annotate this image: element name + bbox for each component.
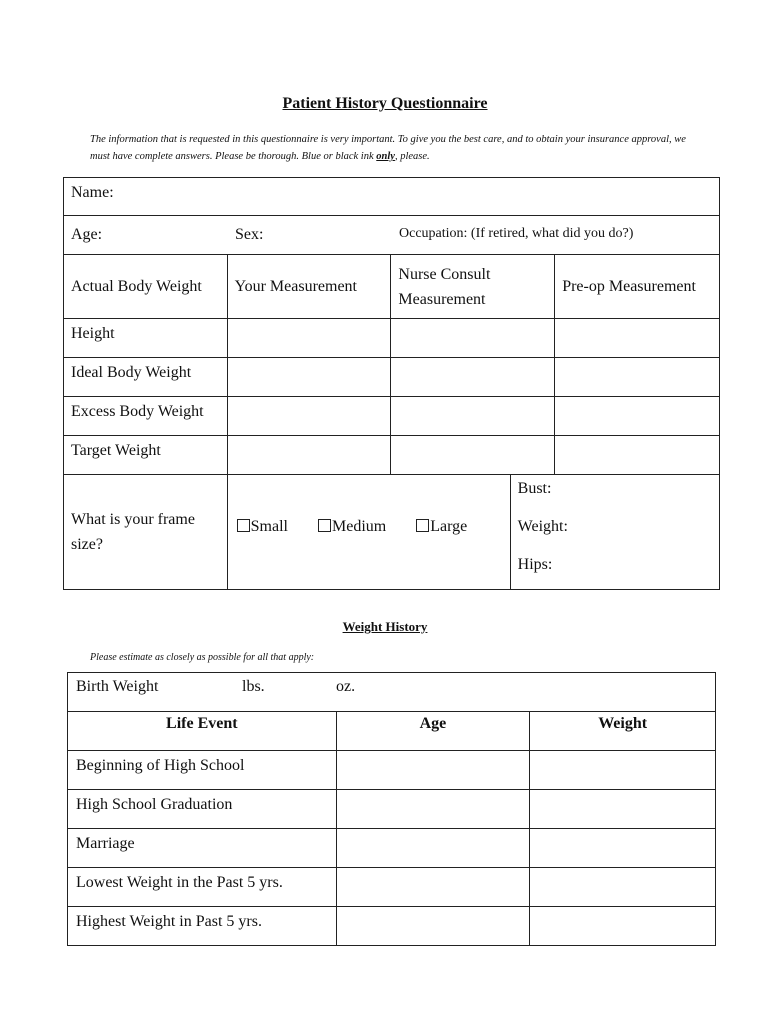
age-field[interactable]: Age: [71,226,103,243]
height-preop-cell[interactable] [555,319,720,358]
frame-size-cell [227,475,719,590]
event-age-cell[interactable] [336,868,530,907]
header-weight: Weight [530,712,716,751]
event-weight-cell[interactable] [530,790,716,829]
weight-history-title: Weight History [342,619,428,634]
frame-option-medium[interactable] [318,518,386,536]
oz-label: oz. [336,678,356,695]
frame-option-large-label: Large [430,518,468,535]
birth-weight-label: Birth Weight [76,678,159,695]
intro-text-main: The information that is requested in this questionnaire is very important. To give you the best care, and to obtain your insurance approval, we must have complete answers. Please be thorough. Blue or black ink [90,134,686,162]
frame-divider [510,475,511,589]
intro-text [90,131,690,165]
header-preop-measurement: Pre-op Measurement [555,255,720,319]
event-weight-cell[interactable] [530,751,716,790]
frame-option-small-label: Small [250,518,288,535]
frame-weight-field[interactable]: Weight: [517,518,568,535]
excess-nurse-cell[interactable] [391,397,555,436]
ideal-nurse-cell[interactable] [391,358,555,397]
ideal-preop-cell[interactable] [555,358,720,397]
weight-history-table [67,672,716,946]
checkbox-icon [237,519,250,532]
patient-info-table [63,177,720,590]
header-nurse-consult: Nurse Consult Measurement [391,255,555,319]
row-label-target-weight: Target Weight [64,436,228,475]
excess-your-cell[interactable] [227,397,391,436]
frame-option-medium-label: Medium [331,518,387,535]
event-age-cell[interactable] [336,790,530,829]
event-weight-cell[interactable] [530,907,716,946]
excess-preop-cell[interactable] [555,397,720,436]
frame-option-small[interactable] [237,518,288,536]
event-label: Marriage [68,829,337,868]
event-label: Beginning of High School [68,751,337,790]
event-label: Lowest Weight in the Past 5 yrs. [68,868,337,907]
target-preop-cell[interactable] [555,436,720,475]
name-label: Name: [71,184,114,201]
event-weight-cell[interactable] [530,829,716,868]
name-field[interactable] [64,178,720,216]
ideal-your-cell[interactable] [227,358,391,397]
header-age: Age [336,712,530,751]
frame-option-large[interactable] [416,518,467,536]
row-label-excess-body-weight: Excess Body Weight [64,397,228,436]
header-life-event: Life Event [68,712,337,751]
birth-weight-row[interactable] [68,673,716,712]
event-weight-cell[interactable] [530,868,716,907]
intro-text-end: , please. [394,151,430,162]
row-label-ideal-body-weight: Ideal Body Weight [64,358,228,397]
header-your-measurement: Your Measurement [227,255,391,319]
event-age-cell[interactable] [336,829,530,868]
sex-field[interactable]: Sex: [235,226,264,243]
hips-field[interactable]: Hips: [517,556,553,573]
lbs-label: lbs. [242,678,265,695]
target-your-cell[interactable] [227,436,391,475]
intro-emphasis: only [376,151,395,162]
age-sex-occupation-row [64,216,720,255]
weight-history-note: Please estimate as closely as possible for all that apply: [90,652,315,663]
checkbox-icon [416,519,429,532]
bust-field[interactable]: Bust: [517,480,552,497]
height-your-cell[interactable] [227,319,391,358]
target-nurse-cell[interactable] [391,436,555,475]
occupation-field[interactable]: Occupation: (If retired, what did you do?) [399,226,634,241]
header-actual-body-weight: Actual Body Weight [64,255,228,319]
event-age-cell[interactable] [336,751,530,790]
height-nurse-cell[interactable] [391,319,555,358]
frame-options [237,518,494,536]
checkbox-icon [318,519,331,532]
frame-size-question: What is your frame size? [64,475,228,590]
page-title: Patient History Questionnaire [282,95,488,112]
event-label: High School Graduation [68,790,337,829]
event-label: Highest Weight in Past 5 yrs. [68,907,337,946]
event-age-cell[interactable] [336,907,530,946]
row-label-height: Height [64,319,228,358]
